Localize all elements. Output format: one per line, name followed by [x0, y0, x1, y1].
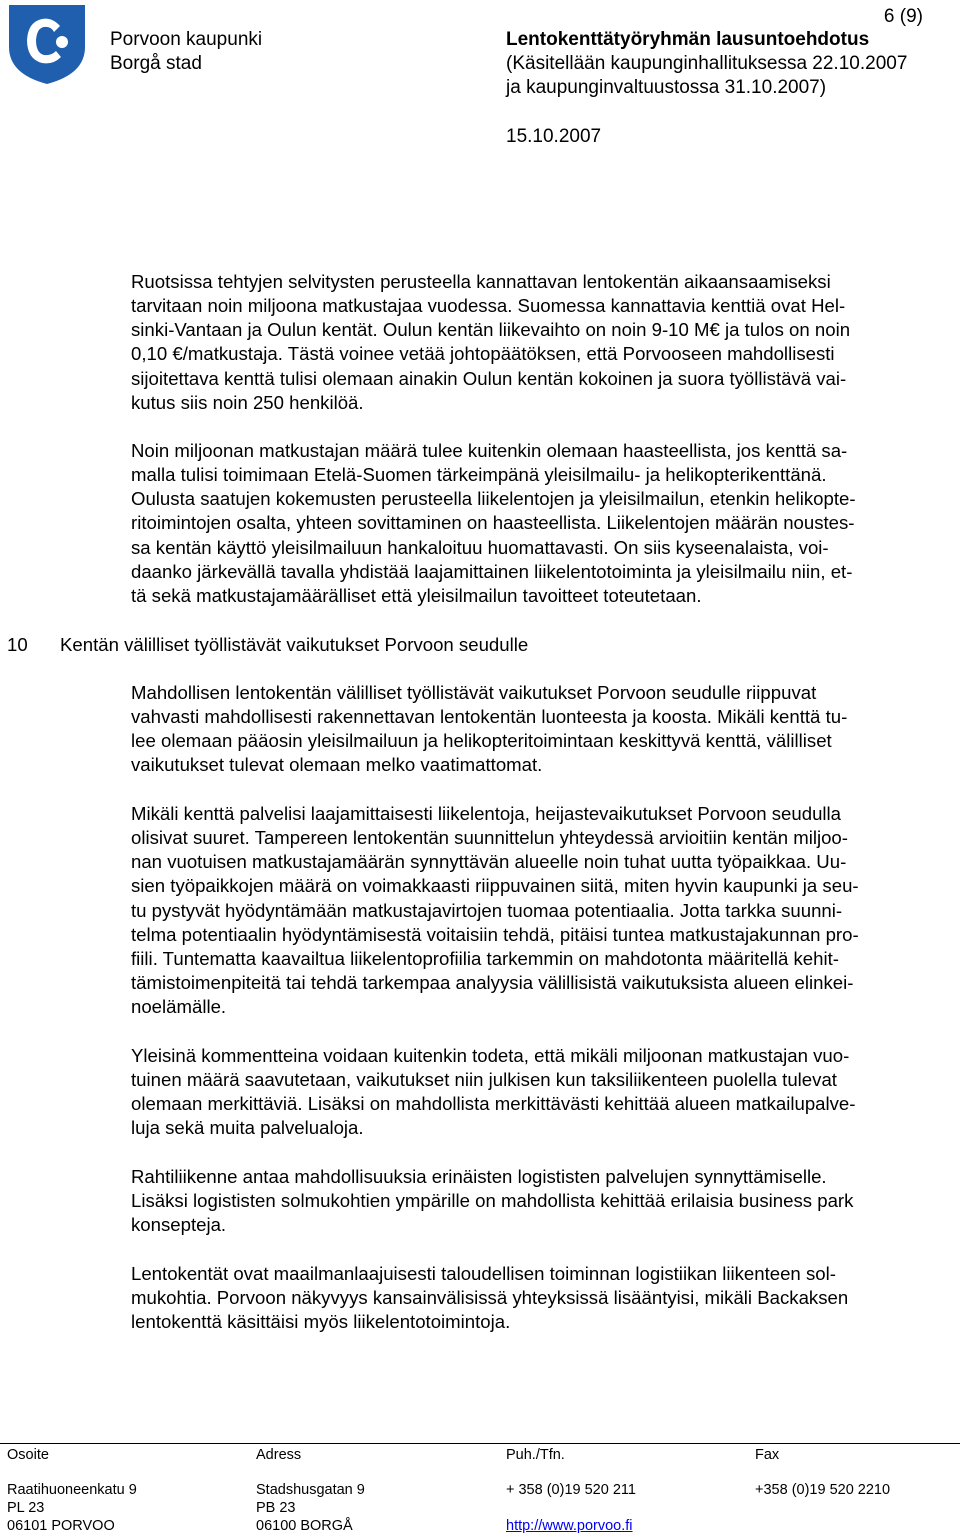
- footer-postcode-sv: 06100 BORGÅ: [256, 1518, 353, 1534]
- footer-divider: [0, 1443, 960, 1444]
- footer-fax-number: +358 (0)19 520 2210: [755, 1482, 891, 1498]
- document-date: 15.10.2007: [506, 126, 602, 147]
- footer-website-link[interactable]: http://www.porvoo.fi: [506, 1518, 633, 1534]
- document-subtitle-line1: (Käsitellään kaupunginhallituksessa 22.10.2007: [506, 53, 908, 74]
- footer-label-fax: Fax: [755, 1447, 780, 1463]
- paragraph-5: Yleisinä kommentteina voidaan kuitenkin todeta, että mikäli miljoonan matkustajan vuo- tuinen määrä saavutetaan, vaikutukset niin julkisen kun taksiliikenteen puolella tulevat olemaan merkittäviä. Lisäksi on mahdollista merkittävästi kehittää alueen matkailupalve- luja sekä muita palvelualoja.: [131, 1045, 856, 1139]
- paragraph-3: Mahdollisen lentokentän välilliset työllistävät vaikutukset Porvoon seudulle riippuvat vahvasti mahdollisesti rakennettavan lentokentän luonteesta ja koosta. Mikäli kenttä tu- lee olemaan pääosin yleisilmailuun ja helikopteritoimintaan keskittyvä kenttä, välilliset vaikutukset tulevat olemaan melko vaatimattomat.: [131, 682, 848, 776]
- paragraph-1: Ruotsissa tehtyjen selvitysten perusteella kannattavan lentokentän aikaansaamiseksi tarvitaan noin miljoona matkustajaa vuodessa. Suomessa kannattavia kenttiä ovat Hel- sinki-Vantaan ja Oulun kentät. Oulun kentän liikevaihto on noin 9-10 M€ ja tulos on noin 0,10 €/matkustaja. Tästä voinee vetää johtopäätöksen, että Porvooseen mahdollisesti sijoitettava kenttä tulisi olemaan ainakin Oulun kentän kokoinen ja suora työllistävä vai- kutus siis noin 250 henkilöä.: [131, 271, 851, 413]
- footer-pobox-fi: PL 23: [7, 1500, 45, 1516]
- page-number: 6 (9): [883, 6, 923, 27]
- footer-street-sv: Stadshusgatan 9: [256, 1482, 365, 1498]
- footer-street-fi: Raatihuoneenkatu 9: [7, 1482, 137, 1498]
- footer-phone-number: + 358 (0)19 520 211: [506, 1482, 636, 1498]
- document-subtitle-line2: ja kaupunginvaltuustossa 31.10.2007): [506, 77, 827, 98]
- paragraph-2: Noin miljoonan matkustajan määrä tulee kuitenkin olemaan haasteellista, jos kenttä sa- malla tulisi toimimaan Etelä-Suomen tärkeimpänä yleisilmailu- ja helikopterikenttänä. Oulusta saatujen kokemusten perusteella liikelentojen ja yleisilmailun, etenkin helikopte- ritoimintojen osalta, yhteen sovittaminen on haasteellista. Liikelentojen määrän noustes- sa kentän käyttö yleisilmailuun hankaloituu huomattavasti. On siis kyseenalaista, voi- daanko järkevällä tavalla yhdistää laajamittainen liikelentotoiminta ja yleisilmailu niin, et- tä sekä matkustajamäärälliset että yleisilmailun tavoitteet toteutetaan.: [131, 440, 856, 606]
- porvoo-coat-of-arms-logo: [6, 2, 88, 86]
- org-name-sv: Borgå stad: [110, 53, 202, 74]
- paragraph-6: Rahtiliikenne antaa mahdollisuuksia erinäisten logististen palvelujen synnyttämiselle. Lisäksi logististen solmukohtien ympärille on mahdollista kehittää erilaisia business park konsepteja.: [131, 1166, 854, 1236]
- section-number: 10: [7, 634, 28, 655]
- footer-label-phone: Puh./Tfn.: [506, 1447, 565, 1463]
- document-title: Lentokenttätyöryhmän lausuntoehdotus: [506, 29, 870, 50]
- paragraph-7: Lentokentät ovat maailmanlaajuisesti taloudellisen toiminnan logistiikan liikenteen sol- mukohtia. Porvoon näkyvyys kansainvälisissä yhteyksissä lisääntyisi, mikäli Backaksen lentokenttä käsittäisi myös liikelentotoimintoja.: [131, 1263, 849, 1333]
- footer-label-osoite: Osoite: [7, 1447, 49, 1463]
- footer-postcode-fi: 06101 PORVOO: [7, 1518, 115, 1534]
- footer-label-adress: Adress: [256, 1447, 302, 1463]
- paragraph-4: Mikäli kenttä palvelisi laajamittaisesti liikelentoja, heijastevaikutukset Porvoon seudulla olisivat suuret. Tampereen lentokentän suunnittelun yhteydessä arvioitiin kentän miljoo- nan vuotuisen matkustajamäärän synnyttävän alueelle noin tuhat uutta työpaikkaa. Uu- sien työpaikkojen määrä on voimakkaasti riippuvainen siitä, miten hyvin kaupunki ja seu- tu pystyvät hyödyntämään matkustajavirtojen tuomaa potentiaalia. Jotta tarkka suunni- telma potentiaalin hyödyntämisestä voitaisiin tehdä, pitäisi tuntea matkustajakunnan pro- fiili. Tuntematta kaavailtua liikelentoprofiilia tarkemmin on mahdotonta määritellä kehit- tämistoimenpiteitä tai tehdä tarkempaa analyysia välillisistä vaikutuksista alueen elinkei- noelämälle.: [131, 803, 859, 1018]
- footer-pobox-sv: PB 23: [256, 1500, 296, 1516]
- section-heading: Kentän välilliset työllistävät vaikutukset Porvoon seudulle: [60, 634, 529, 655]
- org-name-fi: Porvoon kaupunki: [110, 29, 263, 50]
